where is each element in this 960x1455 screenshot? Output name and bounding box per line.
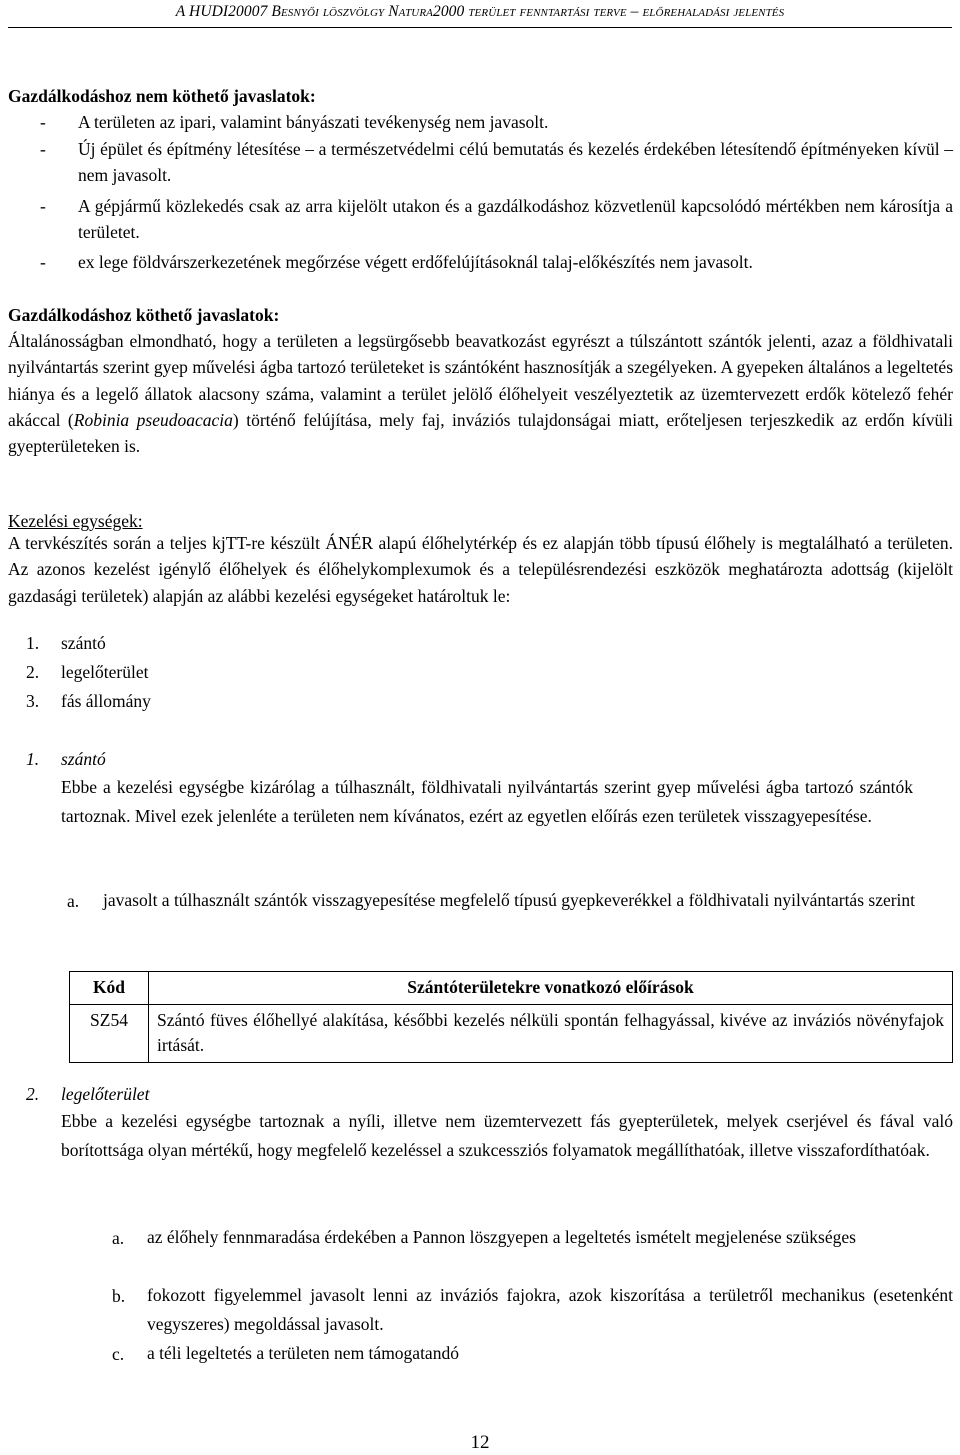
unit1-sub-letter: a. (67, 891, 80, 911)
table-header-row (70, 972, 953, 1005)
nonlinked-item-2: Új épület és építmény létesítése – a természetvédelmi célú bemutatás és kezelés érdekében létesítendő építményeken kívül – nem javasolt. (78, 139, 953, 186)
page-number: 12 (470, 1432, 490, 1453)
table-header-rules: Szántóterületekre vonatkozó előírások (149, 972, 953, 1005)
unit2-item-letter: c. (112, 1344, 125, 1364)
nonlinked-item-3: A gépjármű közlekedés csak az arra kijelölt utakon és a gazdálkodáshoz közvetlenül kapcsolódó mértékben nem károsítja a területet. (78, 196, 953, 243)
unit2-item-text: fokozott figyelemmel javasolt lenni az inváziós fajokra, azok kiszorítása a területről mechanikus (esetenként vegyszeres) megoldással javasolt. (147, 1285, 953, 1334)
unit-list-item: fás állomány (61, 691, 151, 711)
linked-paragraph (8, 328, 953, 459)
unit2-item-text: az élőhely fennmaradása érdekében a Pannon löszgyepen a legeltetés ismételt megjelenése szükséges (147, 1227, 856, 1247)
bullet-dash: - (40, 196, 46, 216)
unit1-title: szántó (61, 749, 106, 769)
nonlinked-item-1: A területen az ipari, valamint bányászati tevékenység nem javasolt. (78, 112, 549, 132)
nonlinked-item-4: ex lege földvárszerkezetének megőrzése végett erdőfelújításoknál talaj-előkészítés nem javasolt. (78, 252, 753, 272)
header-divider (8, 27, 952, 28)
nonlinked-heading: Gazdálkodáshoz nem köthető javaslatok: (8, 86, 316, 106)
units-paragraph: A tervkészítés során a teljes kjTT-re készült ÁNÉR alapú élőhelytérkép és ez alapján több típusú élőhely is megtalálható a területen. Az azonos kezelést igénylő élőhelyek és élőhelykomplexumok és a településrendezési eszközök meghatározta adottság (kijelölt gazdasági területek) alapján az alábbi kezelési egységeket határoltuk le: (8, 533, 953, 606)
unit-list-number: 3. (26, 691, 40, 711)
table-cell-rule: Szántó füves élőhellyé alakítása, későbbi kezelés nélküli spontán felhagyással, kivéve az inváziós növényfajok irtását. (149, 1005, 953, 1063)
unit1-number: 1. (26, 749, 40, 769)
bullet-dash: - (40, 139, 46, 159)
table-cell-code: SZ54 (70, 1005, 149, 1063)
unit2-item-text: a téli legeltetés a területen nem támogatandó (147, 1343, 459, 1363)
unit-list-item: szántó (61, 633, 106, 653)
unit2-paragraph: Ebbe a kezelési egységbe tartoznak a nyíli, illetve nem üzemtervezett fás gyepterületek, melyek cserjével és fával való borítottsága olyan mértékű, hogy megfelelő kezeléssel a szukcessziós folyamatok megállíthatóak, illetve visszafordíthatóak. (61, 1111, 953, 1160)
running-header-title: A HUDI20007 Besnyői löszvölgy Natura2000 terület fenntartási terve – előrehaladási jelentés (175, 3, 785, 20)
linked-text-1: Általánosságban elmondható, hogy a területen a legsürgősebb beavatkozást egyrészt a túlszántott szántók jelenti, azaz a földhivatali nyilvántartás szerint gyep művelési ágba tartozó területeket is szántóként hasznosítják a szegélyeken. A gyepeken általános a legeltetés hiánya és a legelő állatok alacsony száma, valamint a terület jelölő élőhelyeit veszélyeztetik az üzemtervezett erdők kötelező fehér akáccal ( (8, 331, 953, 430)
bullet-dash: - (40, 112, 46, 132)
table-row (70, 1005, 953, 1063)
unit-list-number: 2. (26, 662, 40, 682)
bullet-dash: - (40, 252, 46, 272)
table-header-code: Kód (70, 972, 149, 1005)
unit1-sub-text: javasolt a túlhasznált szántók visszagyepesítése megfelelő típusú gyepkeverékkel a földhivatali nyilvántartás szerint (103, 890, 916, 910)
species-name: Robinia pseudoacacia (73, 409, 233, 430)
unit2-number: 2. (26, 1084, 40, 1104)
rules-table (69, 971, 953, 1063)
units-heading: Kezelési egységek: (8, 511, 143, 531)
unit2-title: legelőterület (61, 1084, 150, 1104)
running-header (0, 3, 960, 21)
unit2-item-letter: b. (112, 1286, 126, 1306)
unit1-paragraph: Ebbe a kezelési egységbe kizárólag a túlhasznált, földhivatali nyilvántartás szerint gyep művelési ágba tartozó szántók tartoznak. Mivel ezek jelenléte a területen nem kívánatos, ezért az egyetlen előírás ezen területek visszagyepesítése. (61, 777, 913, 826)
unit-list-number: 1. (26, 633, 40, 653)
linked-text-2: ) történő felújítása, mely faj, inváziós tulajdonságai miatt, erőteljesen terjeszkedik az erdőn kívüli gyepterületeken is. (8, 409, 953, 457)
linked-heading: Gazdálkodáshoz köthető javaslatok: (8, 305, 280, 325)
unit2-item-letter: a. (112, 1228, 125, 1248)
unit-list-item: legelőterület (61, 662, 149, 682)
